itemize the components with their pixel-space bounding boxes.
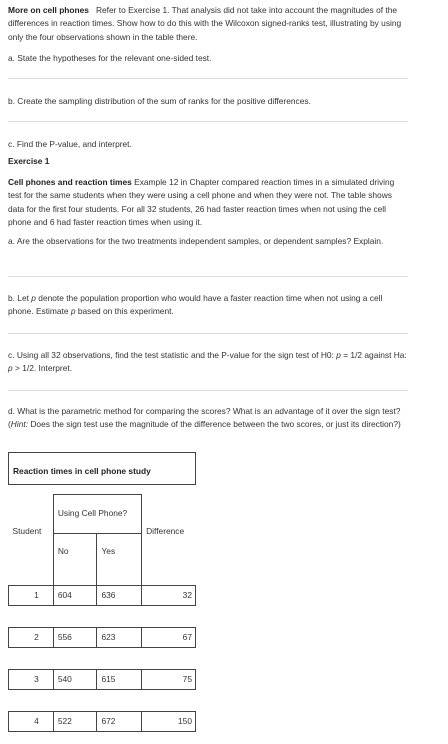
exercise-question-a: a. Are the observations for the two treatments independent samples, or dependent samples? Explain. [8, 236, 384, 246]
header-student: Student [9, 495, 54, 570]
divider [8, 276, 408, 277]
question-b: b. Create the sampling distribution of the sum of ranks for the positive differences. [8, 96, 311, 106]
intro-text: Refer to Exercise 1. That analysis did not take into account the magnitudes of the differences in reaction times. Show how to do this with the Wilcoxon signed-ranks test, illustrating by using only the four observations shown in the table there. [8, 5, 402, 42]
divider [8, 333, 408, 334]
exercise-text: Example 12 in Chapter compared reaction times in a simulated driving test for the same students when they were using a cell phone and when they were not. The table shows data for the first four students. For all 32 students, 26 had faster reaction times when not using the cell phone and 6 had faster reaction times when using it. [8, 177, 395, 228]
question-a: a. State the hypotheses for the relevant one-sided test. [8, 53, 212, 63]
exercise-title: Cell phones and reaction times [8, 177, 132, 187]
header-yes: Yes [97, 534, 142, 570]
header-difference: Difference [142, 495, 196, 570]
reaction-times-table [8, 494, 196, 732]
table-caption: Reaction times in cell phone study [8, 452, 196, 485]
divider [8, 121, 408, 122]
intro-paragraph [8, 4, 408, 44]
exercise-heading: Exercise 1 [8, 156, 50, 166]
divider [8, 390, 408, 391]
question-c: c. Find the P-value, and interpret. [8, 139, 132, 149]
table-row: 3 540 615 75 [9, 670, 196, 690]
header-using-cell-phone: Using Cell Phone? [53, 495, 141, 534]
exercise-question-b: b. Let p denote the population proportion who would have a faster reaction time when not using a cell phone. Estimate p based on this experiment. [8, 293, 383, 317]
divider [8, 78, 408, 79]
table-row: 4 522 672 150 [9, 712, 196, 732]
intro-title: More on cell phones [8, 5, 89, 15]
exercise-question-d: d. What is the parametric method for comparing the scores? What is an advantage of it over the sign test? (Hint: Does the sign test use the magnitude of the difference between the two scores, or just its direction?) [8, 406, 401, 430]
table-row: 2 556 623 67 [9, 628, 196, 648]
table-row: 1 604 636 32 [9, 586, 196, 606]
exercise-paragraph [8, 176, 408, 230]
header-no: No [53, 534, 97, 570]
exercise-question-c: c. Using all 32 observations, find the test statistic and the P-value for the sign test of H0: p = 1/2 against Ha: p > 1/2. Interpret. [8, 350, 407, 374]
